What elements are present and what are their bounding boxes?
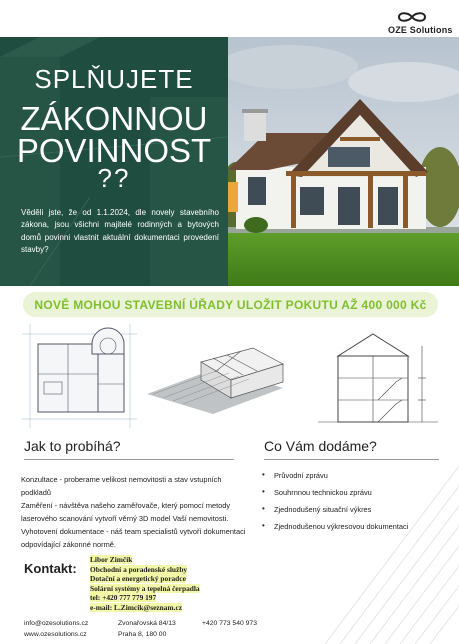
footer-website[interactable]: www.ozesolutions.cz — [24, 631, 87, 638]
process-step-consultation: Konzultace - proberame velikost nemovitosti a stav vstupních podkladů — [21, 475, 222, 497]
deliverable-item: • Zjednodušenou výkresovou dokumentaci — [262, 522, 408, 539]
hero-line-2: ZÁKONNOU — [20, 100, 208, 137]
company-logo — [388, 10, 453, 38]
process-divider — [24, 459, 234, 460]
penalty-banner — [23, 292, 438, 317]
deliverable-item: • Průvodní zprávu — [262, 471, 408, 488]
footer-phone[interactable]: +420 773 540 973 — [202, 620, 257, 627]
process-step-documentation: Vyhotovení dokumentace - náš team specialistů vytvoří dokumentaci odpovídající zákonné normě. — [21, 527, 246, 549]
contact-service-2: Dotační a energetický poradce — [90, 574, 186, 584]
process-heading: Jak to probíhá? — [24, 438, 121, 454]
hero-line-1: SPLŇUJETE — [34, 64, 194, 94]
contact-service-3: Solární systémy a tepelná čerpadla — [90, 583, 200, 593]
deliverable-item: • Souhrnnou technickou zprávu — [262, 488, 408, 505]
hero-line-3: POVINNOST — [16, 132, 212, 169]
deliverables-divider — [264, 459, 439, 460]
contact-details — [90, 555, 200, 613]
contact-phone[interactable]: tel: +420 777 779 197 — [90, 593, 157, 603]
footer-address — [118, 618, 176, 640]
contact-heading: Kontakt: — [24, 561, 77, 576]
infinity-logo-icon — [395, 10, 429, 24]
brand-name: OZE Solutions — [388, 25, 453, 35]
hero-paragraph: Věděli jste, že od 1.1.2024, dle novely stavebního zákona, jsou všichni majitelé rodinných a bytových domů povinni vlastnit aktuální dokumentaci provedení stavby? — [21, 208, 219, 255]
footer-email[interactable]: info@ozesolutions.cz — [24, 620, 89, 627]
hero-panel — [0, 37, 228, 286]
deliverable-item: • Zjednodušený situační výkres — [262, 505, 408, 522]
3d-model-drawing — [143, 342, 288, 418]
contact-name: Libor Zimčík — [90, 555, 133, 564]
house-photo — [228, 37, 459, 286]
cross-section-drawing — [318, 326, 438, 430]
deliverables-list — [262, 471, 408, 539]
process-step-measurement: Zaměření - návštěva našeho zaměřovače, který pomocí metody laserového scanování vytvoří věrný 3D model Vaší nemovitosti. — [21, 501, 231, 523]
contact-service-1: Obchodní a poradenské služby — [90, 564, 188, 574]
footer-web-contact — [24, 618, 88, 640]
deliverables-heading: Co Vám dodáme? — [264, 438, 377, 454]
contact-email[interactable]: e-mail: L.Zimcik@seznam.cz — [90, 602, 183, 612]
hero-line-4: ?? — [97, 163, 131, 193]
penalty-banner-text: NOVĚ MOHOU STAVEBNÍ ÚŘADY ULOŽIT POKUTU AŽ 400 000 Kč — [34, 298, 427, 312]
footer-city: Praha 8, 180 00 — [118, 631, 167, 638]
floor-plan-drawing — [22, 324, 137, 428]
footer-street: Zvonařovská 84/13 — [118, 620, 176, 627]
